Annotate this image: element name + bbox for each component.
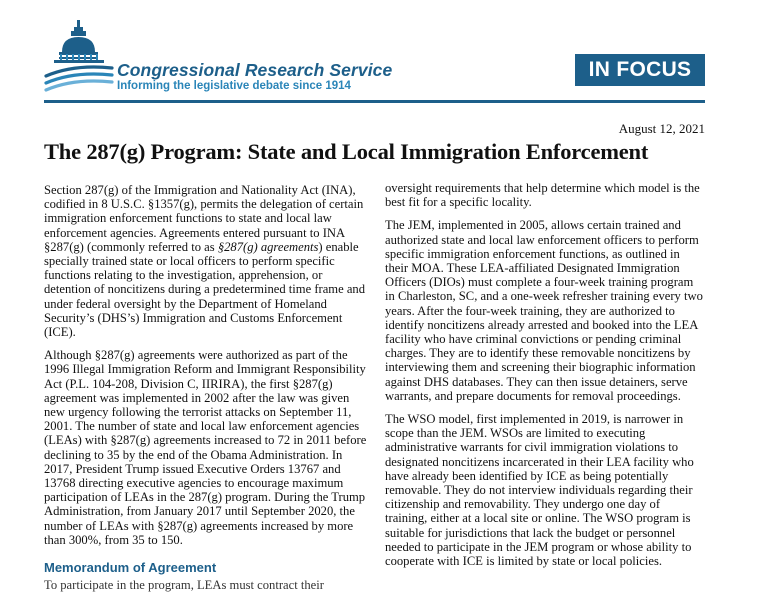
truncated-paragraph: To participate in the program, LEAs must contract their [44, 578, 324, 593]
header-divider [44, 100, 705, 103]
jem-paragraph: The JEM, implemented in 2005, allows certain trained and authorized state and local law enforcement officers to perform specific immigration enforcement functions, as outlined in their MOA. These LEA-affiliated Designated Immigration Officers (DIOs) must complete a four-week training program in Charleston, SC, and a one-week refresher training every two years. After the four-week training, they are authorized to identify noncitizens already arrested and booked into the LEA facility who have criminal convictions or pending criminal charges. They are to identify these removable noncitizens by interviewing them and screening their biographic information against DHS databases. They can then issue detainers, serve warrants, and prepare documents for removal proceedings. [385, 218, 703, 403]
capitol-dome-icon [44, 18, 114, 94]
publication-date: August 12, 2021 [618, 121, 705, 136]
page-title: The 287(g) Program: State and Local Immigration Enforcement [44, 139, 649, 164]
history-paragraph: Although §287(g) agreements were authorized as part of the 1996 Illegal Immigration Reform and Immigrant Responsibility Act (P.L. 104-208, Division C, IIRIRA), the first §287(g) agreement was implemented in 2002 after the law was given new urgency following the terrorist attacks on September 11, 2001. The number of state and local law enforcement agencies (LEAs) with §287(g) agreements increased to 72 in 2011 before declining to 35 by the end of the Obama Administration. In 2017, President Trump issued Executive Orders 13767 and 13768 directing executive agencies to encourage maximum participation of LEAs in the 287(g) program. During the Trump Administration, from January 2017 until September 2020, the number of LEAs with §287(g) agreements increased by more than 300%, from 35 to 150. [44, 348, 367, 547]
wso-paragraph: The WSO model, first implemented in 2019, is narrower in scope than the JEM. WSOs are limited to executing administrative warrants for civil immigration violations to designated noncitizens incarcerated in their LEA facility who have already been identified by ICE as being potentially removable. They do not interview individuals regarding their citizenship and removability. They undergo one day of training, either at a local site or online. The WSO program is suitable for jurisdictions that lack the budget or personnel needed to participate in the JEM program or whose ability to cooperate with ICE is limited by state or local policies. [385, 412, 694, 569]
continued-paragraph: oversight requirements that help determine which model is the best fit for a specific locality. [385, 181, 700, 210]
org-tagline: Informing the legislative debate since 1914 [117, 80, 351, 92]
org-name: Congressional Research Service [117, 60, 393, 80]
left-column [44, 183, 369, 601]
in-focus-badge: IN FOCUS [575, 54, 705, 86]
section-heading: Memorandum of Agreement [44, 560, 217, 576]
right-column [385, 181, 703, 577]
emphasized-term: §287(g) agreements [217, 239, 319, 254]
intro-paragraph: Section 287(g) of the Immigration and Nationality Act (INA), codified in 8 U.S.C. §1357(g), permits the delegation of certain immigration enforcement functions to state and local law enforcement agencies. Agreements entered pursuant to INA §287(g) (commonly referred to as §287(g) agreements) enable specially trained state or local officers to perform specific functions relating to the investigation, apprehension, or detention of noncitizens during a predetermined time frame and under federal oversight by the Department of Homeland Security’s (DHS’s) Immigration and Customs Enforcement (ICE). [44, 183, 366, 340]
